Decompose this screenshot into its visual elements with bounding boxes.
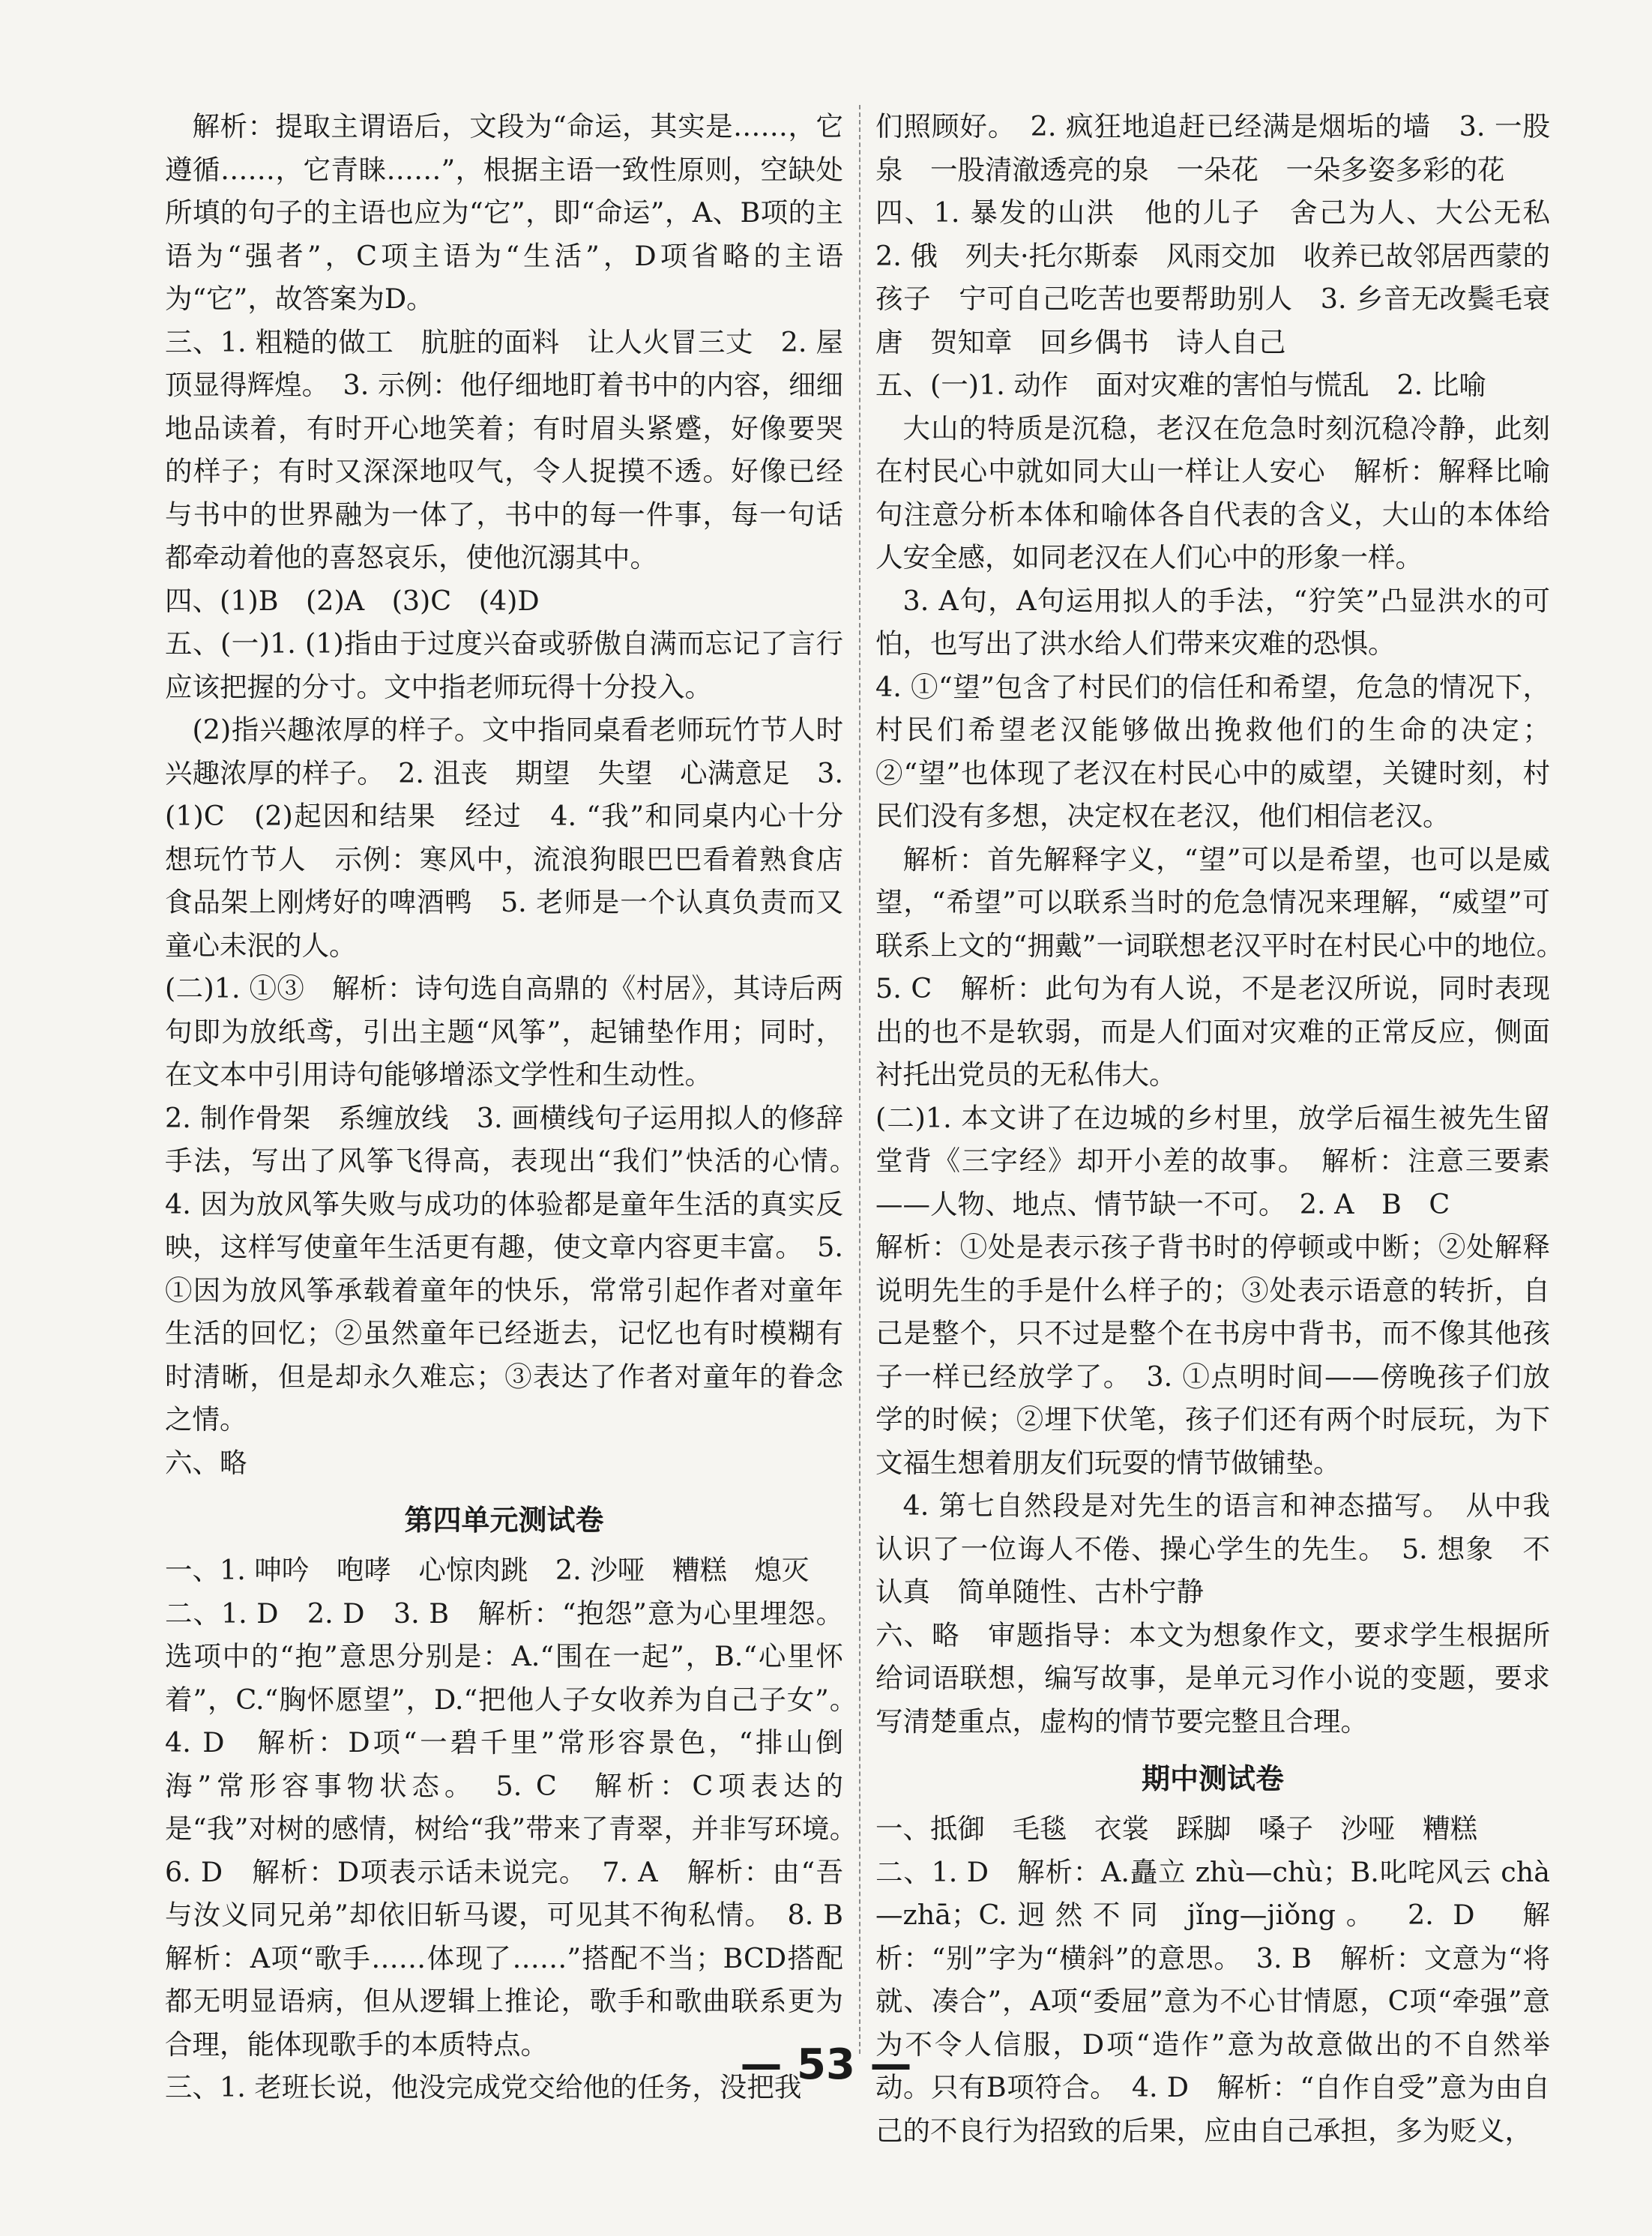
right-column [875,105,1578,2152]
answer-paragraph: 解析：首先解释字义，“望”可以是希望，也可以是威望，“希望”可以联系当时的危急情况来理解，“威望”可联系上文的“拥戴”一词联想老汉平时在村民心中的地位。 5. C 解析：此句为有人说，不是老汉所说，同时表现出的也不是软弱，而是人们面对灾难的正常反应，侧面衬托出党员的无私伟大。 [875,843,1578,1091]
column-divider [859,105,860,2054]
page-number: — 53 — [740,2040,912,2089]
answer-paragraph: 五、(一)1. (1)指由于过度兴奋或骄傲自满而忘记了言行应该把握的分寸。文中指老师玩得十分投入。 [165,627,843,703]
answer-paragraph: 2. 制作骨架 系缠放线 3. 画横线句子运用拟人的修辞手法，写出了风筝飞得高，表现出“我们”快活的心情。 4. 因为放风筝失败与成功的体验都是童年生活的真实反映，这样写使童年生活更有趣，使文章内容更丰富。 5. ①因为放风筝承载着童年的快乐，常常引起作者对童年生活的回忆；②虽然童年已经逝去，记忆也有时模糊有时清晰，但是却永久难忘；③表达了作者对童年的眷念之情。 [165,1101,871,1435]
answer-paragraph: 们照顾好。 2. 疯狂地追赶已经满是烟垢的墙 3. 一股泉 一股清澈透亮的泉 一朵花 一朵多姿多彩的花 [875,110,1550,186]
answer-paragraph: 3. A句，A句运用拟人的手法，“狞笑”凸显洪水的可怕，也写出了洪水给人们带来灾难的恐惧。 [875,584,1550,660]
left-column [165,105,871,2109]
answer-paragraph: 4. 第七自然段是对先生的语言和神态描写。 从中我认识了一位诲人不倦、操心学生的先生。 5. 想象 不认真 简单随性、古朴宁静 [875,1489,1550,1608]
answer-paragraph: 六、略 [165,1446,247,1479]
answer-paragraph: 4. ①“望”包含了村民们的信任和希望，危急的情况下，村民们希望老汉能够做出挽救他们的生命的决定；②“望”也体现了老汉在村民心中的威望，关键时刻，村民们没有多想，决定权在老汉，他们相信老汉。 [875,670,1550,832]
answer-paragraph: (二)1. 本文讲了在边城的乡村里，放学后福生被先生留堂背《三字经》却开小差的故事。 解析：注意三要素——人物、地点、情节缺一不可。 2. A B C [875,1101,1550,1220]
answer-paragraph: 二、1. D 解析：A.矗立 zhù—chù；B.叱咤风云 chà—zhā；C.迥然不同 jǐng—jiǒng。 2. D 解析：“别”字为“横斜”的意思。 3. B 解析：文意为“将就、凑合”，A项“委屈”意为不心甘情愿，C项“牵强”意为不令人信服，D项“造作”意为故意做出的不自然举动。只有B项符合。 4. D 解析：“自作自受”意为由自己的不良行为招致的后果，应由自己承担，多为贬义， [875,1855,1550,2147]
answer-paragraph: 一、1. 呻吟 咆哮 心惊肉跳 2. 沙哑 糟糕 熄灭 [165,1554,810,1586]
answer-paragraph: 三、1. 老班长说，他没完成党交给他的任务，没把我 [165,2071,802,2103]
answer-paragraph: 二、1. D 2. D 3. B 解析：“抱怨”意为心里埋怨。选项中的“抱”意思分别是：A.“围在一起”，B.“心里怀着”，C.“胸怀愿望”，D.“把他人子女收养为自己子女”。 4. D 解析：D项“一碧千里”常形容景色，“排山倒海”常形容事物状态。 5. C 解析：C项表达的是“我”对树的感情，树给“我”带来了青翠，并非写环境。 6. D 解析：D项表示话未说完。 7. A 解析：由“吾与汝义同兄弟”却依旧斩马谡，可见其不徇私情。 8. B 解析：A项“歌手……体现了……”搭配不当；BCD搭配都无明显语病，但从逻辑上推论，歌手和歌曲联系更为合理，能体现歌手的本质特点。 [165,1597,871,2061]
answer-paragraph: 五、(一)1. 动作 面对灾难的害怕与慌乱 2. 比喻 [875,369,1486,401]
answer-paragraph: (二)1. ①③ 解析：诗句选自高鼎的《村居》，其诗后两句即为放纸鸢，引出主题“风筝”，起铺垫作用；同时，在文本中引用诗句能够增添文学性和生动性。 [165,972,843,1091]
answer-paragraph: 四、1. 暴发的山洪 他的儿子 舍己为人、大公无私 2. 俄 列夫·托尔斯泰 风雨交加 收养已故邻居西蒙的孩子 宁可自己吃苦也要帮助别人 3. 乡音无改鬓毛衰 唐 贺知章 回乡偶书 诗人自己 [875,196,1578,358]
answer-paragraph: 四、(1)B (2)A (3)C (4)D [165,584,540,617]
answer-paragraph: 一、抵御 毛毯 衣裳 踩脚 嗓子 沙哑 糟糕 [875,1812,1477,1845]
answer-paragraph: 三、1. 粗糙的做工 肮脏的面料 让人火冒三丈 2. 屋顶显得辉煌。 3. 示例：他仔细地盯着书中的内容，细细地品读着，有时开心地笑着；有时眉头紧蹙，好像要哭的样子；有时又深深地叹气，令人捉摸不透。好像已经与书中的世界融为一体了，书中的每一件事，每一句话都牵动着他的喜怒哀乐，使他沉溺其中。 [165,325,843,573]
unit4-test-title: 第四单元测试卷 [404,1504,604,1537]
answer-paragraph: 解析：①处是表示孩子背书时的停顿或中断；②处解释说明先生的手是什么样子的；③处表示语意的转折，自己是整个，只不过是整个在书房中背书，而不像其他孩子一样已经放学了。 3. ①点明时间——傍晚孩子们放学的时候；②埋下伏笔，孩子们还有两个时辰玩，为下文福生想着朋友们玩耍的情节做铺垫。 [875,1231,1550,1479]
midterm-test-title: 期中测试卷 [1141,1762,1284,1795]
answer-paragraph: (2)指兴趣浓厚的样子。文中指同桌看老师玩竹节人时兴趣浓厚的样子。 2. 沮丧 期望 失望 心满意足 3. (1)C (2)起因和结果 经过 4. “我”和同桌内心十分想玩竹节人 示例：寒风中，流浪狗眼巴巴看着熟食店食品架上刚烤好的啤酒鸭 5. 老师是一个认真负责而又童心未泯的人。 [165,714,843,962]
answer-paragraph: 大山的特质是沉稳，老汉在危急时刻沉稳冷静，此刻在村民心中就如同大山一样让人安心 解析：解释比喻句注意分析本体和喻体各自代表的含义，大山的本体给人安全感，如同老汉在人们心中的形象一样。 [875,412,1550,573]
answer-paragraph: 六、略 审题指导：本文为想象作文，要求学生根据所给词语联想，编写故事，是单元习作小说的变题，要求写清楚重点，虚构的情节要完整且合理。 [875,1618,1550,1738]
answer-paragraph: 解析：提取主谓语后，文段为“命运，其实是……，它遵循……，它青睐……”，根据主语一致性原则，空缺处所填的句子的主语也应为“它”，即“命运”，A、B项的主语为“强者”，C项主语为“生活”，D项省略的主语为“它”，故答案为D。 [165,110,843,315]
